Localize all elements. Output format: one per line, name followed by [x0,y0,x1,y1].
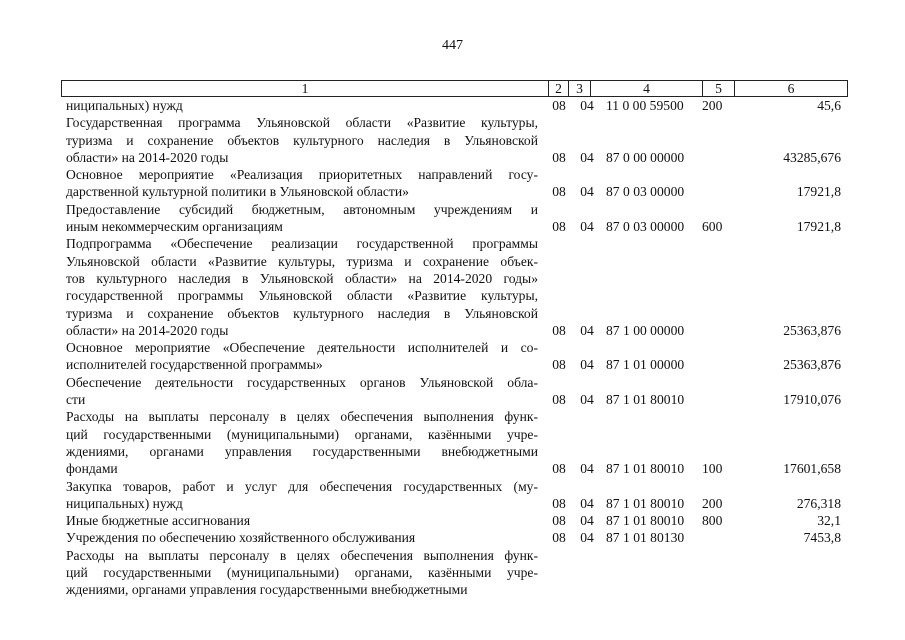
table-row [0,201,905,236]
table-row [0,97,905,114]
description-line: области» на 2014-2020 годы [66,322,229,338]
subsection-code: 04 [580,219,594,235]
description-line: исполнителей государственной программы» [66,357,323,373]
section-code: 08 [552,219,566,235]
table-header [61,80,848,97]
expense-type-code: 200 [702,98,723,113]
amount-value: 43285,676 [783,149,841,165]
subsection-code: 04 [580,530,594,546]
table-row [0,478,905,513]
amount-value: 17921,8 [796,184,841,200]
table-row [0,529,905,546]
description-line: Государственная программа Ульяновской области «Развитие культуры, [66,115,538,131]
row-codes [0,581,905,598]
section-code: 08 [552,149,566,165]
description-line: государственной программы Ульяновской области «Развитие культуры, [66,288,538,304]
table-row [0,235,905,339]
column-header-1: 1 [301,81,309,96]
column-header-6: 6 [734,81,847,96]
subsection-code: 04 [580,495,594,511]
row-codes [0,183,905,200]
section-code: 08 [552,357,566,373]
table-row [0,339,905,374]
amount-value: 17921,8 [796,219,841,235]
expense-type-code: 800 [702,513,723,529]
table-row [0,547,905,599]
table-row [0,114,905,166]
description-line: Расходы на выплаты персоналу в целях обеспечения выполнения функ- [66,547,538,563]
row-codes [0,356,905,373]
subsection-code: 04 [580,184,594,200]
column-header-5: 5 [702,81,734,96]
table-row [0,512,905,529]
target-article-code: 87 1 01 80010 [606,392,685,408]
target-article-code: 87 1 01 80010 [606,461,685,477]
section-code: 08 [552,530,566,546]
description-line: фондами [66,461,118,477]
description-line: Ульяновской области «Развитие культуры, туризма и сохранение объек- [66,253,538,269]
description-line: Предоставление субсидий бюджетным, автономным учреждениям и [66,201,538,217]
description-line: иным некоммерческим организациям [66,219,283,235]
table-row [0,166,905,201]
amount-value: 25363,876 [783,357,841,373]
table-row [0,408,905,477]
description-line: Расходы на выплаты персоналу в целях обеспечения выполнения функ- [66,409,538,425]
description-line: ждениями, органами управления государственными внебюджетными [66,443,538,459]
description-line: Иные бюджетные ассигнования [66,513,251,529]
table-row [0,374,905,409]
description-line: ниципальных) нужд [66,495,183,511]
target-article-code: 87 1 01 80010 [606,513,685,529]
subsection-code: 04 [580,513,594,529]
subsection-code: 04 [580,357,594,373]
row-codes [0,149,905,166]
target-article-code: 87 1 00 00000 [606,322,685,338]
description-line: Основное мероприятие «Реализация приоритетных направлений госу- [66,167,538,183]
target-article-code: 11 0 00 59500 [606,98,684,113]
section-code: 08 [552,184,566,200]
target-article-code: 87 1 01 80010 [606,495,685,511]
description-line: туризма и сохранение объектов культурного наследия в Ульяновской [66,132,538,148]
row-codes [0,460,905,477]
row-codes [0,322,905,339]
amount-value: 17601,658 [783,461,841,477]
row-codes [0,218,905,235]
description-line: Основное мероприятие «Обеспечение деятельности исполнителей и со- [66,340,538,356]
row-codes [0,97,905,114]
description-line: ниципальных) нужд [66,98,183,113]
section-code: 08 [552,495,566,511]
row-codes [0,529,905,546]
expense-type-code: 200 [702,495,723,511]
page-number: 447 [442,38,463,53]
amount-value: 276,318 [796,495,841,511]
target-article-code: 87 1 01 80130 [606,530,685,546]
target-article-code: 87 0 03 00000 [606,184,685,200]
amount-value: 25363,876 [783,322,841,338]
expense-type-code: 600 [702,219,723,235]
section-code: 08 [552,513,566,529]
description-line: области» на 2014-2020 годы [66,149,229,165]
expense-type-code: 100 [702,461,723,477]
column-header-3: 3 [568,81,590,96]
amount-value: 45,6 [817,98,841,113]
subsection-code: 04 [580,461,594,477]
subsection-code: 04 [580,392,594,408]
description-line: Учреждения по обеспечению хозяйственного обслуживания [66,530,416,546]
description-line: туризма и сохранение объектов культурного наследия в Ульяновской [66,305,538,321]
description-line: сти [66,392,86,408]
description-line: ций государственными (муниципальными) органами, казёнными учре- [66,565,538,581]
target-article-code: 87 0 00 00000 [606,149,685,165]
description-line: дарственной культурной политики в Ульяновской области» [66,184,409,200]
row-codes [0,512,905,529]
description-line: тов культурного наследия в Ульяновской области» на 2014-2020 годы» [66,270,538,286]
row-codes [0,495,905,512]
section-code: 08 [552,322,566,338]
section-code: 08 [552,392,566,408]
description-line: Подпрограмма «Обеспечение реализации государственной программы [66,236,538,252]
section-code: 08 [552,461,566,477]
description-line: ждениями, органами управления государственными внебюджетными [66,582,468,598]
subsection-code: 04 [580,98,594,113]
amount-value: 7453,8 [803,530,841,546]
description-line: ций государственными (муниципальными) органами, казёнными учре- [66,426,538,442]
target-article-code: 87 1 01 00000 [606,357,685,373]
amount-value: 17910,076 [783,392,841,408]
section-code: 08 [552,98,566,113]
table-body [0,97,905,599]
row-codes [0,391,905,408]
subsection-code: 04 [580,149,594,165]
description-line: Закупка товаров, работ и услуг для обеспечения государственных (му- [66,478,538,494]
target-article-code: 87 0 03 00000 [606,219,685,235]
description-line: Обеспечение деятельности государственных органов Ульяновской обла- [66,374,538,390]
amount-value: 32,1 [817,513,841,529]
column-header-2: 2 [548,81,568,96]
column-header-4: 4 [590,81,702,96]
subsection-code: 04 [580,322,594,338]
